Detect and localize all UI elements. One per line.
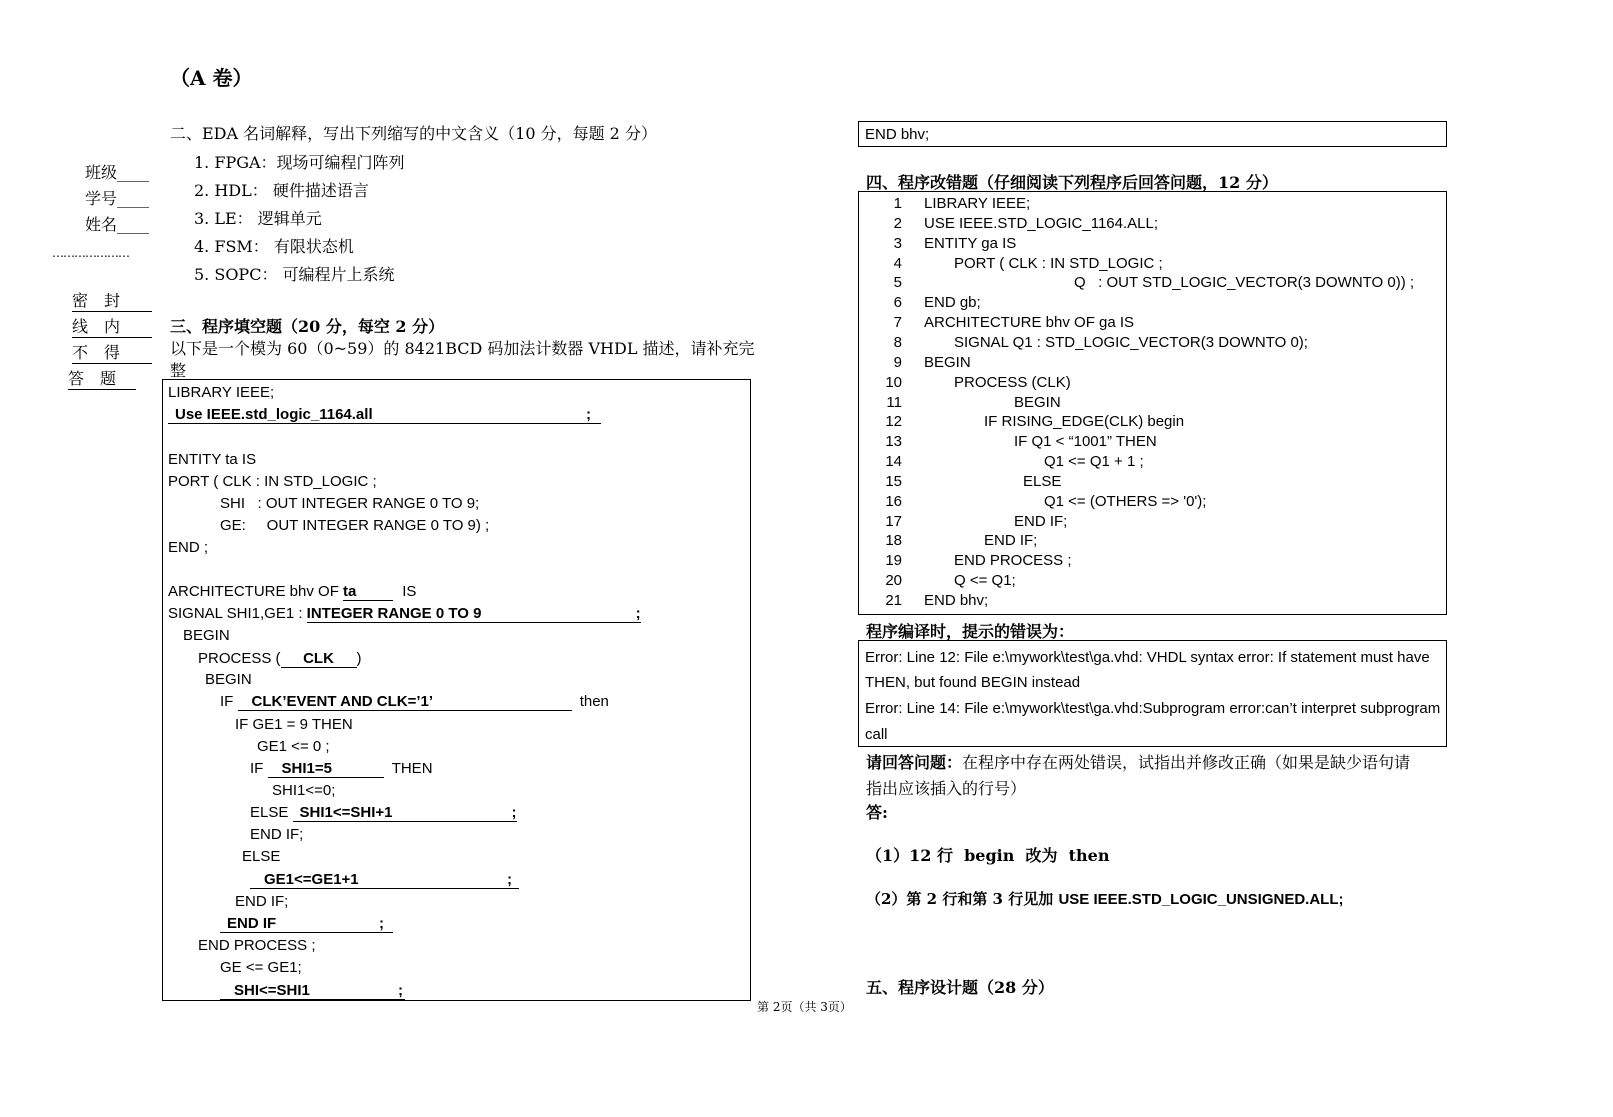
- code-line: Q1 <= Q1 + 1 ;: [1044, 453, 1144, 471]
- fill-blank-1: [168, 406, 601, 424]
- code-line: IF Q1 < “1001” THEN: [1014, 433, 1157, 451]
- line-number: 16: [885, 492, 902, 510]
- line-number: 6: [893, 294, 902, 312]
- term-item-2: 2. HDL： 硬件描述语言: [194, 181, 369, 200]
- code-line: END bhv;: [924, 592, 989, 609]
- code-line: SIGNAL Q1 : STD_LOGIC_VECTOR(3 DOWNTO 0);: [954, 333, 1308, 351]
- code-line: END IF;: [250, 826, 304, 843]
- code-line: PORT ( CLK : IN STD_LOGIC ;: [168, 473, 377, 490]
- code-line: Q1 <= (OTHERS => '0');: [1044, 492, 1207, 510]
- code-line: SHI1<=0;: [272, 782, 336, 799]
- class-label: 班级____: [85, 163, 150, 182]
- code-line: Q <= Q1;: [954, 572, 1016, 590]
- code-line: PORT ( CLK : IN STD_LOGIC ;: [954, 254, 1163, 272]
- code-line: IF RISING_EDGE(CLK) begin: [984, 413, 1185, 431]
- question-label: 请回答问题：: [866, 753, 963, 772]
- error-line-1: Error: Line 12: File e:\mywork\test\ga.vhd: VHDL syntax error: If statement must have: [865, 649, 1430, 666]
- section5-title: 五、程序设计题（28 分）: [866, 978, 1054, 997]
- code-text: IF: [220, 693, 234, 710]
- code-line: GE <= GE1;: [220, 959, 302, 976]
- code-text: SIGNAL SHI1,GE1 :: [168, 605, 303, 622]
- line-number: 13: [885, 433, 902, 451]
- line-number: 15: [885, 472, 902, 490]
- line-number: 2: [893, 214, 902, 232]
- code-line: [168, 583, 416, 601]
- code-line: END ;: [168, 539, 209, 556]
- code-line: IF GE1 = 9 THEN: [235, 716, 353, 733]
- code-line: ELSE: [1023, 472, 1062, 490]
- line-number: 19: [885, 552, 902, 570]
- line-number: 5: [893, 274, 902, 292]
- code-line: BEGIN: [924, 353, 971, 371]
- code-line: END IF;: [1014, 512, 1068, 530]
- code-line: LIBRARY IEEE;: [924, 195, 1031, 212]
- fill-answer: SHI1<=SHI+1: [299, 804, 393, 821]
- line-number: 12: [885, 413, 902, 431]
- fill-blank-9: [220, 915, 393, 933]
- term-item-1: 1. FPGA：现场可编程门阵列: [194, 153, 405, 172]
- code-line: Q : OUT STD_LOGIC_VECTOR(3 DOWNTO 0)) ;: [1074, 274, 1415, 292]
- section2-title: 二、EDA 名词解释，写出下列缩写的中文含义（10 分，每题 2 分）: [170, 124, 657, 143]
- code-text: ARCHITECTURE bhv OF: [168, 583, 339, 600]
- code-line: END PROCESS ;: [198, 937, 316, 954]
- seal-line-3: 不 得: [72, 340, 152, 364]
- code-text: IS: [402, 583, 417, 600]
- code-line: GE1 <= 0 ;: [257, 738, 330, 755]
- fill-answer: Use IEEE.std_logic_1164.all: [175, 406, 373, 423]
- fill-blank-10: [220, 982, 405, 1000]
- section3-desc-1: 以下是一个模为 60（0~59）的 8421BCD 码加法计数器 VHDL 描述，请补充完: [170, 339, 755, 358]
- fill-answer: INTEGER RANGE 0 TO 9: [306, 605, 482, 622]
- code-text: PROCESS (: [198, 650, 281, 667]
- code-line: END gb;: [924, 294, 981, 312]
- line-number: 9: [893, 353, 902, 371]
- fill-answer: END IF: [227, 915, 277, 932]
- code-line: [220, 693, 609, 711]
- code-text: ELSE: [250, 804, 289, 821]
- code-text: THEN: [391, 760, 433, 777]
- section4-title: 四、程序改错题（仔细阅读下列程序后回答问题，12 分）: [866, 173, 1278, 192]
- term-item-4: 4. FSM： 有限状态机: [194, 237, 354, 256]
- error-line-2: THEN, but found BEGIN instead: [865, 674, 1081, 691]
- line-number: 14: [885, 453, 902, 471]
- code-line: [198, 650, 362, 668]
- question-body: 在程序中存在两处错误，试指出并修改正确（如果是缺少语句请: [962, 753, 1411, 772]
- code-line: ELSE: [242, 848, 281, 865]
- code-line: BEGIN: [1014, 393, 1061, 411]
- answer-label: 答:: [866, 803, 888, 822]
- line-number: 10: [885, 373, 902, 391]
- error-message-box: [858, 640, 1447, 747]
- answer-1: （1）12 行 begin 改为 then: [866, 846, 1110, 865]
- code-line: [250, 760, 433, 778]
- fill-blank-6: SHI1=5: [268, 760, 384, 778]
- line-number: 18: [885, 532, 902, 550]
- error-line-4: call: [865, 726, 888, 743]
- fill-blank-3: [307, 605, 641, 623]
- fill-blank-4: CLK: [281, 650, 357, 668]
- fill-end: ;: [379, 915, 384, 932]
- code-line: END bhv;: [865, 126, 930, 143]
- fill-end: ;: [398, 982, 403, 999]
- code-line: LIBRARY IEEE;: [168, 384, 275, 401]
- question-text-line2: 指出应该插入的行号）: [866, 779, 1027, 798]
- line-number: 3: [893, 234, 902, 252]
- fill-end: ;: [635, 605, 641, 622]
- code-line: SHI : OUT INTEGER RANGE 0 TO 9;: [220, 495, 480, 512]
- line-number: 4: [893, 254, 902, 272]
- line-number: 17: [885, 512, 902, 530]
- code-line: END PROCESS ;: [954, 552, 1072, 570]
- fill-answer: SHI<=SHI1: [234, 982, 310, 999]
- fill-blank-7: [293, 804, 517, 822]
- seal-line-4: 答 题: [68, 366, 136, 390]
- answer-2-code: USE IEEE.STD_LOGIC_UNSIGNED.ALL;: [1058, 891, 1344, 908]
- code-text: then: [579, 693, 609, 710]
- answer-2: [866, 888, 1343, 909]
- term-item-5: 5. SOPC： 可编程片上系统: [194, 265, 395, 284]
- line-number: 1: [893, 195, 902, 212]
- fill-blank-5: CLK’EVENT AND CLK=’1’: [238, 693, 572, 711]
- code-line: PROCESS (CLK): [954, 373, 1071, 391]
- fill-end: ;: [507, 871, 512, 888]
- code-line: END IF;: [984, 532, 1038, 550]
- paper-label: （A 卷）: [170, 66, 253, 90]
- seal-line-2: 线 内: [72, 314, 152, 338]
- error-line-3: Error: Line 14: File e:\mywork\test\ga.vhd:Subprogram error:can’t interpret subprogram: [865, 700, 1441, 717]
- top-right-box: [858, 121, 1447, 147]
- fill-end: ;: [586, 406, 591, 423]
- code-line: ENTITY ta IS: [168, 451, 257, 468]
- code-text: IF: [250, 760, 264, 777]
- line-number: 7: [893, 314, 902, 332]
- line-number: 8: [893, 333, 902, 351]
- line-number: 21: [885, 592, 902, 609]
- fill-blank-8: [250, 871, 519, 889]
- code-line: ARCHITECTURE bhv OF ga IS: [924, 314, 1135, 332]
- code-text: ): [356, 650, 362, 667]
- name-label: 姓名____: [85, 215, 150, 234]
- fill-end: ;: [511, 804, 517, 821]
- fill-answer: GE1<=GE1+1: [264, 871, 359, 888]
- code-line: ENTITY ga IS: [924, 234, 1017, 252]
- code-line: GE: OUT INTEGER RANGE 0 TO 9) ;: [220, 517, 490, 534]
- line-number: 11: [886, 393, 902, 411]
- page-number: 第 2页（共 3页）: [757, 1000, 852, 1014]
- student-id-label: 学号____: [85, 189, 150, 208]
- line-number: 20: [885, 572, 902, 590]
- code-line: [168, 605, 641, 623]
- answer-2-prefix: （2）第 2 行和第 3 行见加: [866, 890, 1059, 908]
- compile-title: 程序编译时，提示的错误为：: [866, 622, 1075, 641]
- section3-title: 三、程序填空题（20 分，每空 2 分）: [170, 317, 445, 336]
- question-text: [866, 750, 1410, 773]
- code-line: USE IEEE.STD_LOGIC_1164.ALL;: [924, 214, 1159, 232]
- fill-blank-2: ta: [343, 583, 393, 601]
- section3-desc-2: 整: [170, 361, 187, 380]
- seal-line-1: 密 封: [72, 288, 152, 312]
- term-item-3: 3. LE： 逻辑单元: [194, 209, 322, 228]
- code-line: BEGIN: [205, 671, 252, 688]
- code-line: BEGIN: [183, 627, 230, 644]
- code-line: [250, 804, 517, 822]
- dotted-line: …………………: [52, 246, 129, 260]
- code-line: END IF;: [235, 893, 289, 910]
